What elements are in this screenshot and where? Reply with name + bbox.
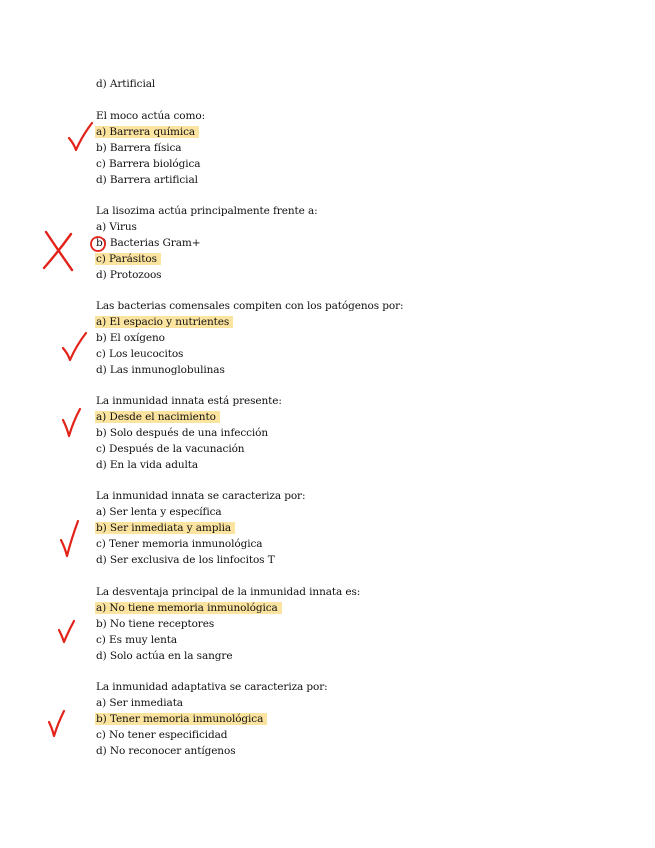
- answer-option: a) Ser inmediata: [96, 697, 183, 709]
- circle-mark-icon: [88, 234, 108, 254]
- answer-option: a) Ser lenta y específica: [96, 506, 222, 518]
- answer-option: c) Después de la vacunación: [96, 443, 245, 455]
- answer-option: b) Bacterias Gram+: [96, 237, 201, 249]
- answer-option: a) Virus: [96, 221, 137, 233]
- highlighted-answer: a) No tiene memoria inmunológica: [95, 602, 282, 614]
- answer-option: c) No tener especificidad: [96, 729, 228, 741]
- check-mark-icon: [60, 406, 84, 440]
- check-mark-icon: [66, 120, 96, 156]
- question-text: La inmunidad innata está presente:: [96, 395, 282, 407]
- question-text: La lisozima actúa principalmente frente a:: [96, 205, 318, 217]
- question-text: La desventaja principal de la inmunidad innata es:: [96, 586, 361, 598]
- highlighted-answer: a) Barrera química: [95, 126, 199, 138]
- answer-option: c) Tener memoria inmunológica: [96, 538, 263, 550]
- highlighted-answer: c) Parásitos: [95, 253, 161, 265]
- highlighted-answer: a) Desde el nacimiento: [95, 411, 220, 423]
- answer-option: c) Es muy lenta: [96, 634, 178, 646]
- answer-option: [96, 411, 220, 424]
- answer-option: d) Protozoos: [96, 269, 162, 281]
- answer-option: d) Las inmunoglobulinas: [96, 364, 225, 376]
- answer-option: c) Barrera biológica: [96, 158, 201, 170]
- question-text: La inmunidad innata se caracteriza por:: [96, 490, 306, 502]
- answer-option: [96, 522, 235, 535]
- highlighted-answer: b) Ser inmediata y amplia: [95, 522, 235, 534]
- check-mark-icon: [46, 708, 68, 740]
- answer-option: b) El oxígeno: [96, 332, 165, 344]
- answer-option: c) Los leucocitos: [96, 348, 184, 360]
- answer-option: d) Ser exclusiva de los linfocitos T: [96, 554, 275, 566]
- question-text: La inmunidad adaptativa se caracteriza por:: [96, 681, 328, 693]
- answer-option: d) En la vida adulta: [96, 459, 199, 471]
- check-mark-icon: [60, 330, 90, 366]
- question-text: El moco actúa como:: [96, 110, 206, 122]
- answer-option: [96, 126, 199, 139]
- answer-option: b) Barrera física: [96, 142, 182, 154]
- answer-option: b) Solo después de una infección: [96, 427, 269, 439]
- answer-option: d) Barrera artificial: [96, 174, 198, 186]
- answer-option: [96, 316, 233, 329]
- answer-option: [96, 253, 161, 266]
- answer-option: [96, 713, 267, 726]
- answer-option: d) No reconocer antígenos: [96, 745, 236, 757]
- highlighted-answer: b) Tener memoria inmunológica: [95, 713, 267, 725]
- answer-option: d) Solo actúa en la sangre: [96, 650, 233, 662]
- highlighted-answer: a) El espacio y nutrientes: [95, 316, 233, 328]
- question-text: Las bacterias comensales compiten con los patógenos por:: [96, 300, 404, 312]
- answer-option: [96, 602, 282, 615]
- answer-option: b) No tiene receptores: [96, 618, 215, 630]
- text-line: d) Artificial: [96, 78, 156, 90]
- check-mark-icon: [58, 518, 82, 560]
- check-mark-icon: [56, 618, 78, 646]
- cross-mark-icon: [40, 228, 76, 274]
